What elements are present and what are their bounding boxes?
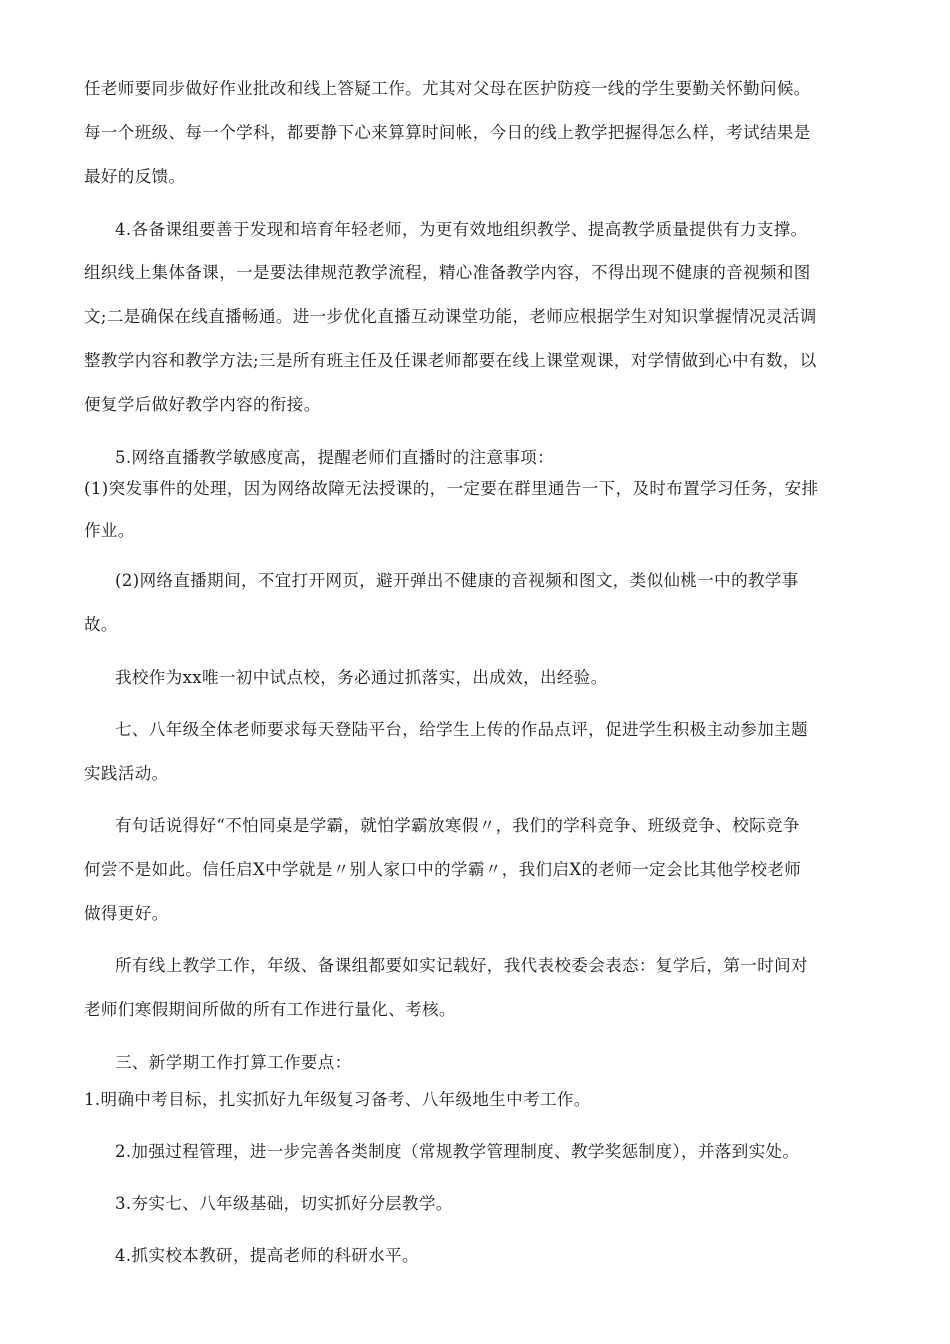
text-line: 老师们寒假期间所做的所有工作进行量化、考核。 (84, 1000, 456, 1019)
text-line: 做得更好。 (84, 904, 169, 923)
text-line: 组织线上集体备课，一是要法律规范教学流程，精心准备教学内容，不得出现不健康的音视频和图 (84, 263, 811, 282)
text-line: 故。 (84, 615, 118, 634)
text-line: 4.抓实校本教研，提高老师的科研水平。 (115, 1246, 419, 1265)
text-line: (2)网络直播期间，不宜打开网页，避开弹出不健康的音视频和图文，类似仙桃一中的教学事 (115, 571, 799, 590)
text-line: 3.夯实七、八年级基础，切实抓好分层教学。 (115, 1194, 453, 1213)
text-line: 所有线上教学工作，年级、备课组都要如实记载好，我代表校委会表态：复学后，第一时间对 (115, 956, 808, 975)
text-line: (1)突发事件的处理，因为网络故障无法授课的，一定要在群里通告一下，及时布置学习任务，安排 (84, 479, 819, 498)
text-line: 4.各备课组要善于发现和培育年轻老师，为更有效地组织教学、提高教学质量提供有力支撑。 (115, 220, 808, 239)
text-line: 1.明确中考目标，扎实抓好九年级复习备考、八年级地生中考工作。 (84, 1090, 591, 1109)
text-line: 2.加强过程管理，进一步完善各类制度（常规教学管理制度、教学奖惩制度），并落到实处。 (115, 1142, 800, 1161)
text-line: 每一个班级、每一个学科，都要静下心来算算时间帐，今日的线上教学把握得怎么样，考试结果是 (84, 123, 811, 142)
text-line: 任老师要同步做好作业批改和线上答疑工作。尤其对父母在医护防疫一线的学生要勤关怀勤问候。 (84, 79, 811, 98)
text-line: 实践活动。 (84, 764, 169, 783)
text-line: 三、新学期工作打算工作要点： (115, 1053, 352, 1072)
text-line: 便复学后做好教学内容的衔接。 (84, 395, 321, 414)
text-line: 文;二是确保在线直播畅通。进一步优化直播互动课堂功能，老师应根据学生对知识掌握情况灵活调 (84, 307, 817, 326)
text-line: 何尝不是如此。信任启X中学就是〃别人家口中的学霸〃，我们启X的老师一定会比其他学校老师 (84, 860, 802, 879)
text-line: 整教学内容和教学方法;三是所有班主任及任课老师都要在线上课堂观课，对学情做到心中有数，以 (84, 351, 817, 370)
text-line: 我校作为xx唯一初中试点校，务必通过抓落实，出成效，出经验。 (115, 668, 608, 687)
text-line: 七、八年级全体老师要求每天登陆平台，给学生上传的作品点评，促进学生积极主动参加主题 (115, 720, 808, 739)
text-line: 最好的反馈。 (84, 167, 186, 186)
text-line: 5.网络直播教学敏感度高，提醒老师们直播时的注意事项： (115, 448, 555, 467)
text-line: 作业。 (84, 521, 135, 540)
text-line: 有句话说得好“不怕同桌是学霸，就怕学霸放寒假〃，我们的学科竞争、班级竞争、校际竞争 (115, 816, 800, 835)
